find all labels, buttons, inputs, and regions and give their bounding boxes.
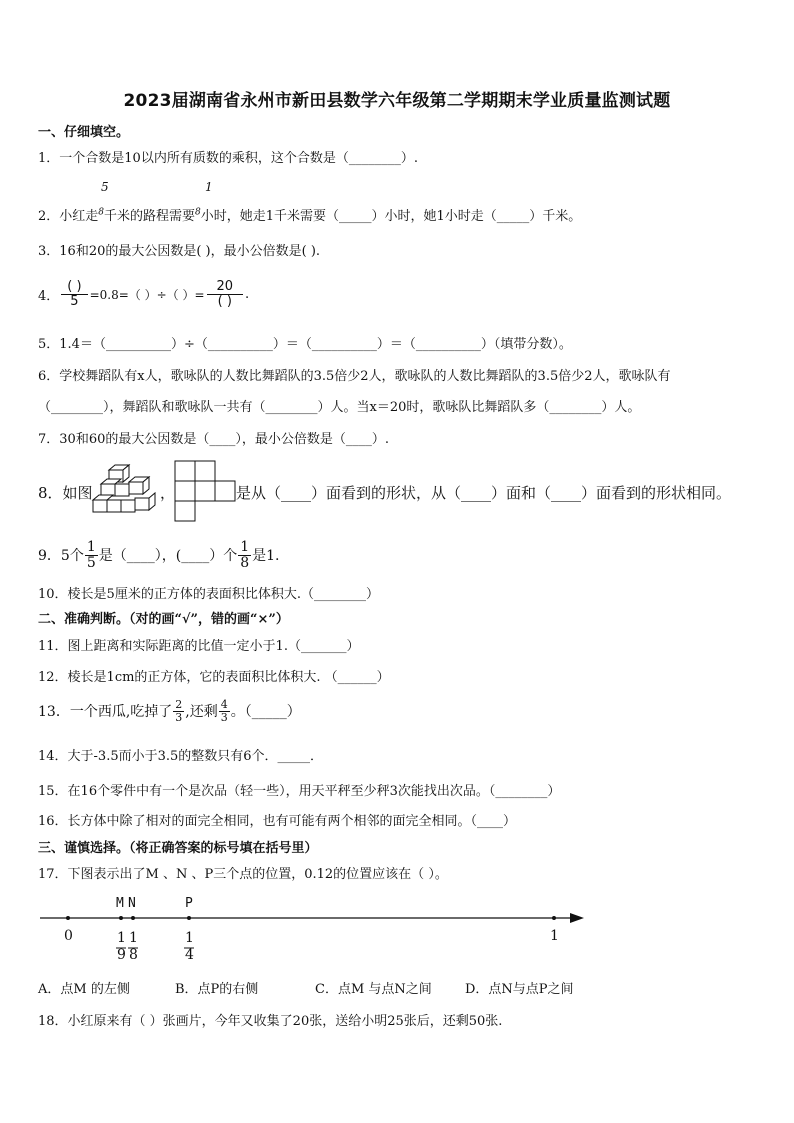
q17-option-b: B．点P的右侧 bbox=[175, 982, 259, 997]
q9-fraction-1-den: 5 bbox=[86, 554, 96, 571]
q17-option-a: A．点M 的左侧 bbox=[38, 982, 130, 997]
question-5: 5．1.4＝（__________）÷（__________）＝（__________）＝（__________）（填带分数）。 bbox=[38, 337, 572, 352]
cube-stack-figure bbox=[91, 462, 161, 520]
q17-option-d: D．点N与点P之间 bbox=[465, 982, 574, 997]
view-grid-figure bbox=[174, 460, 238, 524]
question-15: 15．在16个零件中有一个是次品（轻一些），用天平秤至少秤3次能找出次品。（________） bbox=[38, 784, 561, 799]
question-13-part-b: ,还剩 bbox=[185, 704, 218, 720]
question-3: 3．16和20的最大公因数是( )，最小公倍数是( ). bbox=[38, 244, 321, 259]
question-9-part-c: 是1. bbox=[252, 548, 280, 564]
q17-option-c: C．点M 与点N之间 bbox=[315, 982, 432, 997]
question-14: 14．大于-3.5而小于3.5的整数只有6个．_____． bbox=[38, 749, 324, 764]
q13-fraction-2-den: 3 bbox=[220, 710, 228, 724]
question-4-label: 4． bbox=[38, 288, 60, 304]
q13-fraction-2 bbox=[219, 699, 230, 723]
q2-fraction-den-2: 8 bbox=[195, 207, 201, 218]
q4-fraction-2-num: 20 bbox=[207, 280, 244, 295]
q9-fraction-2-den: 8 bbox=[240, 554, 250, 571]
q9-fraction-1-num: 1 bbox=[86, 538, 96, 555]
section-heading-choose: 三、谨慎选择。（将正确答案的标号填在括号里） bbox=[38, 841, 318, 856]
q13-fraction-1 bbox=[173, 699, 184, 723]
page-title: 2023届湖南省永州市新田县数学六年级第二学期期末学业质量监测试题 bbox=[123, 91, 671, 111]
tick-p-den: 4 bbox=[185, 947, 194, 963]
q9-fraction-2 bbox=[238, 540, 251, 570]
tick-p-num: 1 bbox=[185, 930, 194, 946]
q9-fraction-1 bbox=[85, 540, 98, 570]
q2-fraction-num-1: 5 bbox=[101, 180, 109, 194]
q4-fraction-1-den: 5 bbox=[70, 293, 79, 309]
q4-fraction-1 bbox=[61, 280, 87, 308]
question-17: 17．下图表示出了M 、N 、P三个点的位置，0.12的位置应该在（ ）。 bbox=[38, 867, 448, 882]
question-9-part-b: 是（____），(____）个 bbox=[98, 548, 238, 564]
label-M: M bbox=[116, 896, 124, 911]
question-13-part-a: 13．一个西瓜,吃掉了 bbox=[38, 704, 173, 720]
tick-one: 1 bbox=[550, 928, 559, 944]
question-6-line-1: 6．学校舞蹈队有x人，歌咏队的人数比舞蹈队的3.5倍少2人，歌咏队的人数比舞蹈队的3.5倍少2人，歌咏队有 bbox=[38, 369, 671, 384]
question-8 bbox=[38, 458, 758, 524]
question-2-part-c: 小时，她走1千米需要（_____）小时，她1小时走（_____）千米。 bbox=[200, 209, 582, 224]
question-4 bbox=[38, 274, 249, 314]
question-6-line-2: （________），舞蹈队和歌咏队一共有（________）人。当x＝20时，歌咏队比舞蹈队多（________）人。 bbox=[38, 400, 641, 415]
q9-fraction-2-num: 1 bbox=[240, 538, 250, 555]
tick-m-den: 9 bbox=[117, 947, 126, 963]
question-9 bbox=[38, 537, 280, 573]
tick-m-num: 1 bbox=[117, 930, 126, 946]
question-9-part-a: 9．5个 bbox=[38, 548, 84, 564]
section-heading-judge: 二、准确判断。（对的画“√”，错的画“×”） bbox=[38, 612, 289, 627]
question-8-part-b: ， bbox=[160, 484, 176, 502]
label-N: N bbox=[128, 896, 136, 911]
number-line-arrow bbox=[570, 913, 584, 923]
label-P: P bbox=[185, 896, 193, 911]
question-16: 16．长方体中除了相对的面完全相同，也有可能有两个相邻的面完全相同。（____） bbox=[38, 814, 517, 829]
question-2-part-b: 千米的路程需要 bbox=[104, 209, 196, 224]
q4-fraction-2 bbox=[207, 280, 244, 308]
question-2 bbox=[38, 205, 581, 224]
question-11: 11．图上距离和实际距离的比值一定小于1.（_______） bbox=[38, 639, 360, 654]
q2-fraction-den-1: 8 bbox=[98, 207, 105, 218]
question-8-part-a: 8．如图 bbox=[38, 484, 93, 502]
number-line-figure bbox=[36, 892, 596, 962]
question-13-part-c: 。（_____） bbox=[230, 704, 301, 720]
question-12: 12．棱长是1cm的正方体，它的表面积比体积大. （______） bbox=[38, 670, 390, 685]
question-10: 10．棱长是5厘米的正方体的表面积比体积大.（________） bbox=[38, 587, 379, 602]
q13-fraction-1-den: 3 bbox=[175, 710, 183, 724]
question-18: 18．小红原来有（ ）张画片，今年又收集了20张，送给小明25张后，还剩50张. bbox=[38, 1014, 503, 1029]
tick-n-den: 8 bbox=[129, 947, 138, 963]
point-one bbox=[552, 916, 556, 920]
section-heading-fill: 一、仔细填空。 bbox=[38, 125, 130, 140]
q2-fraction-num-2: 1 bbox=[205, 180, 213, 194]
question-2-part-a: 2．小红走 bbox=[38, 209, 99, 224]
q13-fraction-2-num: 4 bbox=[220, 697, 228, 711]
question-8-part-c: 是从（____）面看到的形状，从（____）面和（____）面看到的形状相同。 bbox=[236, 484, 732, 502]
point-zero bbox=[66, 916, 70, 920]
point-P bbox=[187, 916, 191, 920]
tick-n-num: 1 bbox=[129, 930, 138, 946]
point-M bbox=[119, 916, 123, 920]
question-7: 7．30和60的最大公因数是（____），最小公倍数是（____）. bbox=[38, 432, 389, 447]
question-1: 1．一个合数是10以内所有质数的乘积，这个合数是（________）. bbox=[38, 151, 418, 166]
question-4-end: . bbox=[245, 286, 250, 302]
q4-fraction-1-num: ( ) bbox=[61, 280, 87, 295]
tick-zero: 0 bbox=[64, 928, 73, 944]
q13-fraction-1-num: 2 bbox=[175, 697, 183, 711]
question-13 bbox=[38, 695, 301, 727]
question-4-middle: =0.8=（ ）÷（ ）= bbox=[89, 287, 205, 302]
q4-fraction-2-den: ( ) bbox=[217, 293, 232, 309]
point-N bbox=[131, 916, 135, 920]
